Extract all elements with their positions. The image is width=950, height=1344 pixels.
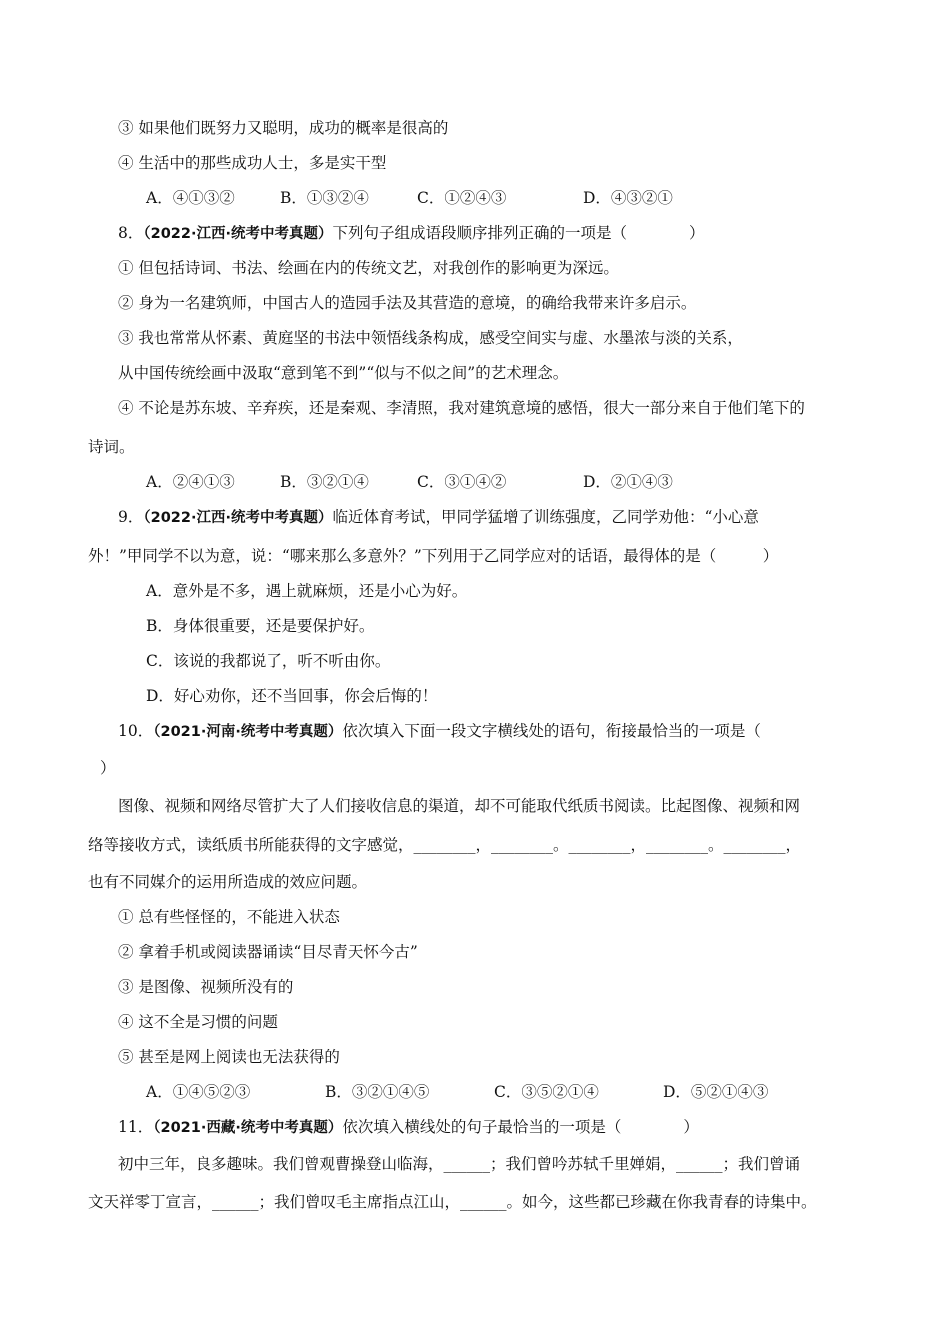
- q9-option-b[interactable]: B．身体很重要，还是要保护好。: [146, 617, 375, 635]
- q10-item-4: ④ 这不全是习惯的问题: [118, 1013, 278, 1031]
- q8-option-b[interactable]: B．③②①④: [280, 473, 369, 491]
- q10-source: （2021·河南·统考中考真题）: [153, 724, 343, 740]
- q8-option-c[interactable]: C．③①④②: [417, 473, 507, 491]
- q8-stem-text: 下列句子组成语段顺序排列正确的一项是（ ）: [332, 224, 705, 242]
- q10-option-c[interactable]: C．③⑤②①④: [494, 1083, 599, 1101]
- q10-passage-3: 也有不同媒介的运用所造成的效应问题。: [88, 873, 368, 891]
- q10-item-1: ① 总有些怪怪的，不能进入状态: [118, 908, 340, 926]
- q10-passage-2: 络等接收方式，读纸质书所能获得的文字感觉，________，________。________，________。________，: [88, 836, 802, 854]
- q10-option-b[interactable]: B．③②①④⑤: [325, 1083, 430, 1101]
- q9-stem-text: 临近体育考试，甲同学猛增了训练强度，乙同学劝他：“小心意: [332, 508, 759, 526]
- q7-option-a[interactable]: A．④①③②: [146, 189, 235, 207]
- q8-stem: [118, 221, 705, 246]
- q8-source: （2022·江西·统考中考真题）: [143, 226, 333, 242]
- q9-stem-cont: 外！”甲同学不以为意，说：“哪来那么多意外？”下列用于乙同学应对的话语，最得体的是（ ）: [88, 547, 779, 565]
- q8-option-a[interactable]: A．②④①③: [146, 473, 235, 491]
- q10-item-5: ⑤ 甚至是网上阅读也无法获得的: [118, 1048, 340, 1066]
- q9-number: 9．: [118, 508, 144, 526]
- q10-item-2: ② 拿着手机或阅读器诵读“目尽青天怀今古”: [118, 943, 418, 961]
- q7-option-b[interactable]: B．①③②④: [280, 189, 369, 207]
- q7-item-3: ③ 如果他们既努力又聪明，成功的概率是很高的: [118, 119, 449, 137]
- q8-item-3: ③ 我也常常从怀素、黄庭坚的书法中领悟线条构成，感受空间实与虚、水墨浓与淡的关系，: [118, 329, 743, 347]
- q7-option-c[interactable]: C．①②④③: [417, 189, 507, 207]
- q10-option-d[interactable]: D．⑤②①④③: [663, 1083, 769, 1101]
- q11-number: 11．: [118, 1118, 154, 1136]
- q10-stem: [118, 719, 761, 744]
- q11-stem-text: 依次填入横线处的句子最恰当的一项是（ ）: [342, 1118, 699, 1136]
- q11-stem: [118, 1115, 699, 1140]
- q10-stem-text: 依次填入下面一段文字横线处的语句，衔接最恰当的一项是（: [342, 722, 761, 740]
- q11-passage-2: 文天祥零丁宣言，______；我们曾叹毛主席指点江山，______。如今，这些都已珍藏在你我青春的诗集中。: [88, 1193, 817, 1211]
- q11-passage-1: 初中三年，良多趣味。我们曾观曹操登山临海，______；我们曾吟苏轼千里婵娟，______；我们曾诵: [118, 1155, 801, 1173]
- q10-passage-1: 图像、视频和网络尽管扩大了人们接收信息的渠道，却不可能取代纸质书阅读。比起图像、视频和网: [118, 797, 801, 815]
- q9-option-a[interactable]: A．意外是不多，遇上就麻烦，还是小心为好。: [146, 582, 468, 600]
- q8-number: 8．: [118, 224, 144, 242]
- q9-stem: [118, 505, 759, 530]
- q10-option-a[interactable]: A．①④⑤②③: [146, 1083, 251, 1101]
- q7-option-d[interactable]: D．④③②①: [583, 189, 673, 207]
- q8-item-4-cont: 诗词。: [88, 438, 135, 456]
- q9-option-c[interactable]: C．该说的我都说了，听不听由你。: [146, 652, 391, 670]
- q9-option-d[interactable]: D．好心劝你，还不当回事，你会后悔的！: [146, 687, 438, 705]
- q8-item-2: ② 身为一名建筑师，中国古人的造园手法及其营造的意境，的确给我带来许多启示。: [118, 294, 697, 312]
- q10-number: 10．: [118, 722, 154, 740]
- q8-option-d[interactable]: D．②①④③: [583, 473, 673, 491]
- q8-item-4: ④ 不论是苏东坡、辛弃疾，还是秦观、李清照，我对建筑意境的感悟，很大一部分来自于他们笔下的: [118, 399, 805, 417]
- q10-item-3: ③ 是图像、视频所没有的: [118, 978, 294, 996]
- q8-item-3-cont: 从中国传统绘画中汲取“意到笔不到”“似与不似之间”的艺术理念。: [118, 364, 569, 382]
- q9-source: （2022·江西·统考中考真题）: [143, 510, 333, 526]
- q11-source: （2021·西藏·统考中考真题）: [153, 1120, 343, 1136]
- q8-item-1: ① 但包括诗词、书法、绘画在内的传统文艺，对我创作的影响更为深远。: [118, 259, 619, 277]
- q10-stem-cont: ）: [100, 759, 116, 777]
- q7-item-4: ④ 生活中的那些成功人士，多是实干型: [118, 154, 387, 172]
